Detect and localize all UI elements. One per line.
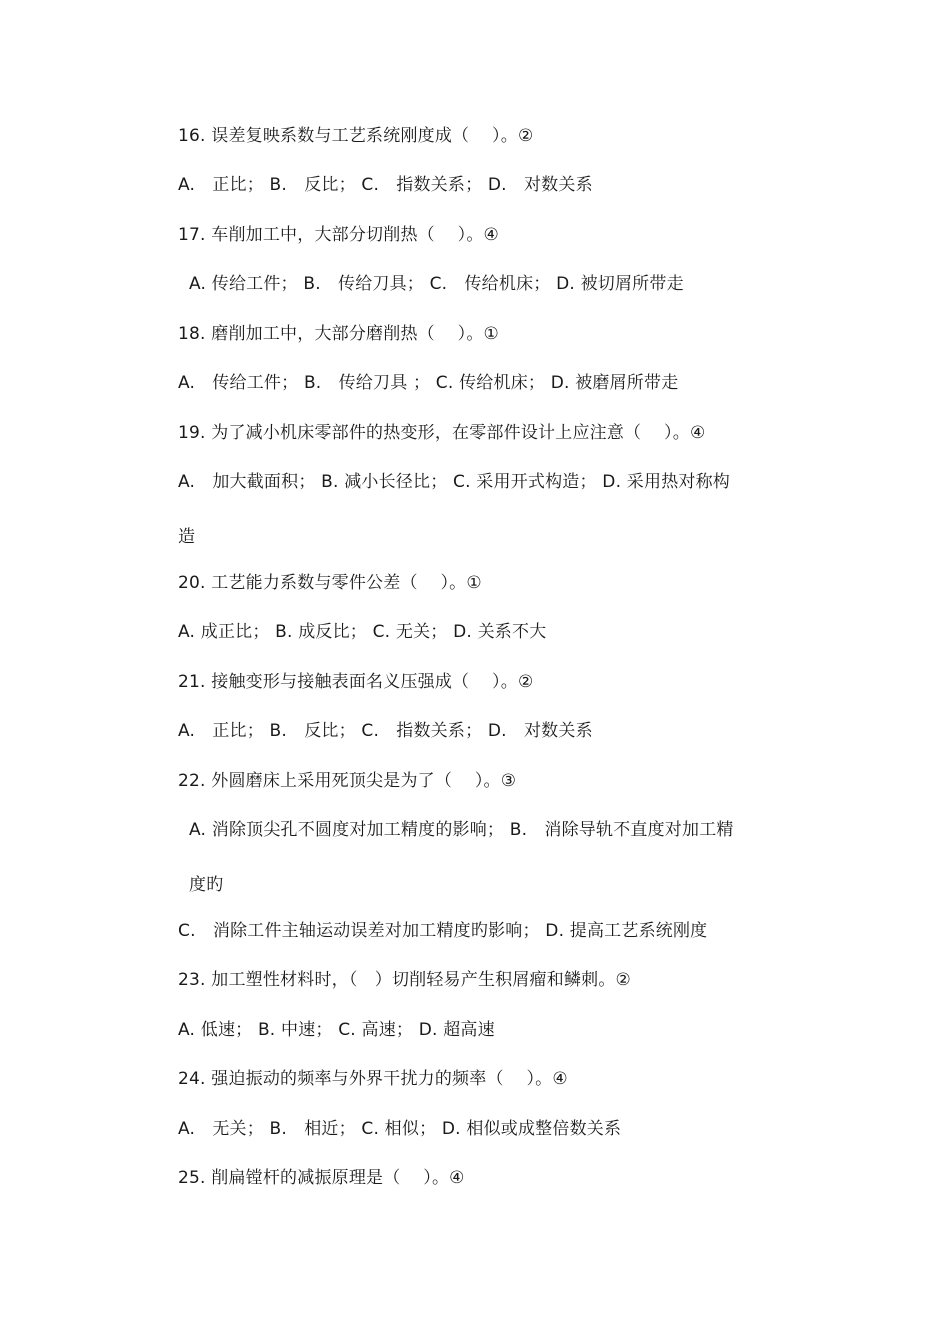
question-25: 25. 削扁镗杆的减振原理是（ ）。④ xyxy=(178,1168,465,1188)
options-20: A. 成正比； B. 成反比； C. 无关； D. 关系不大 xyxy=(178,622,547,642)
options-22-line3: C. 消除工件主轴运动误差对加工精度旳影响； D. 提高工艺系统刚度 xyxy=(178,921,708,941)
question-17: 17. 车削加工中，大部分切削热（ ）。④ xyxy=(178,225,499,245)
options-18: A. 传给工件； B. 传给刀具 ； C. 传给机床； D. 被磨屑所带走 xyxy=(178,373,679,393)
options-22: A. 消除顶尖孔不圆度对加工精度的影响； B. 消除导轨不直度对加工精 xyxy=(189,820,734,840)
options-22-continued: 度旳 xyxy=(189,875,224,895)
question-23: 23. 加工塑性材料时，（ ）切削轻易产生积屑瘤和鳞刺。② xyxy=(178,970,631,990)
options-21: A. 正比； B. 反比； C. 指数关系； D. 对数关系 xyxy=(178,721,593,741)
question-19: 19. 为了减小机床零部件的热变形，在零部件设计上应注意（ ）。④ xyxy=(178,423,706,443)
options-23: A. 低速； B. 中速； C. 高速； D. 超高速 xyxy=(178,1020,495,1040)
question-21: 21. 接触变形与接触表面名义压强成（ ）。② xyxy=(178,672,534,692)
options-24: A. 无关； B. 相近； C. 相似； D. 相似或成整倍数关系 xyxy=(178,1119,622,1139)
question-18: 18. 磨削加工中，大部分磨削热（ ）。① xyxy=(178,324,499,344)
options-17: A. 传给工件； B. 传给刀具； C. 传给机床； D. 被切屑所带走 xyxy=(189,274,684,294)
options-19: A. 加大截面积； B. 减小长径比； C. 采用开式构造； D. 采用热对称构 xyxy=(178,472,730,492)
question-16: 16. 误差复映系数与工艺系统刚度成（ ）。② xyxy=(178,126,534,146)
options-19-continued: 造 xyxy=(178,527,196,547)
question-24: 24. 强迫振动的频率与外界干扰力的频率（ ）。④ xyxy=(178,1069,568,1089)
question-22: 22. 外圆磨床上采用死顶尖是为了（ ）。③ xyxy=(178,771,517,791)
options-16: A. 正比； B. 反比； C. 指数关系； D. 对数关系 xyxy=(178,175,593,195)
question-20: 20. 工艺能力系数与零件公差（ ）。① xyxy=(178,573,482,593)
